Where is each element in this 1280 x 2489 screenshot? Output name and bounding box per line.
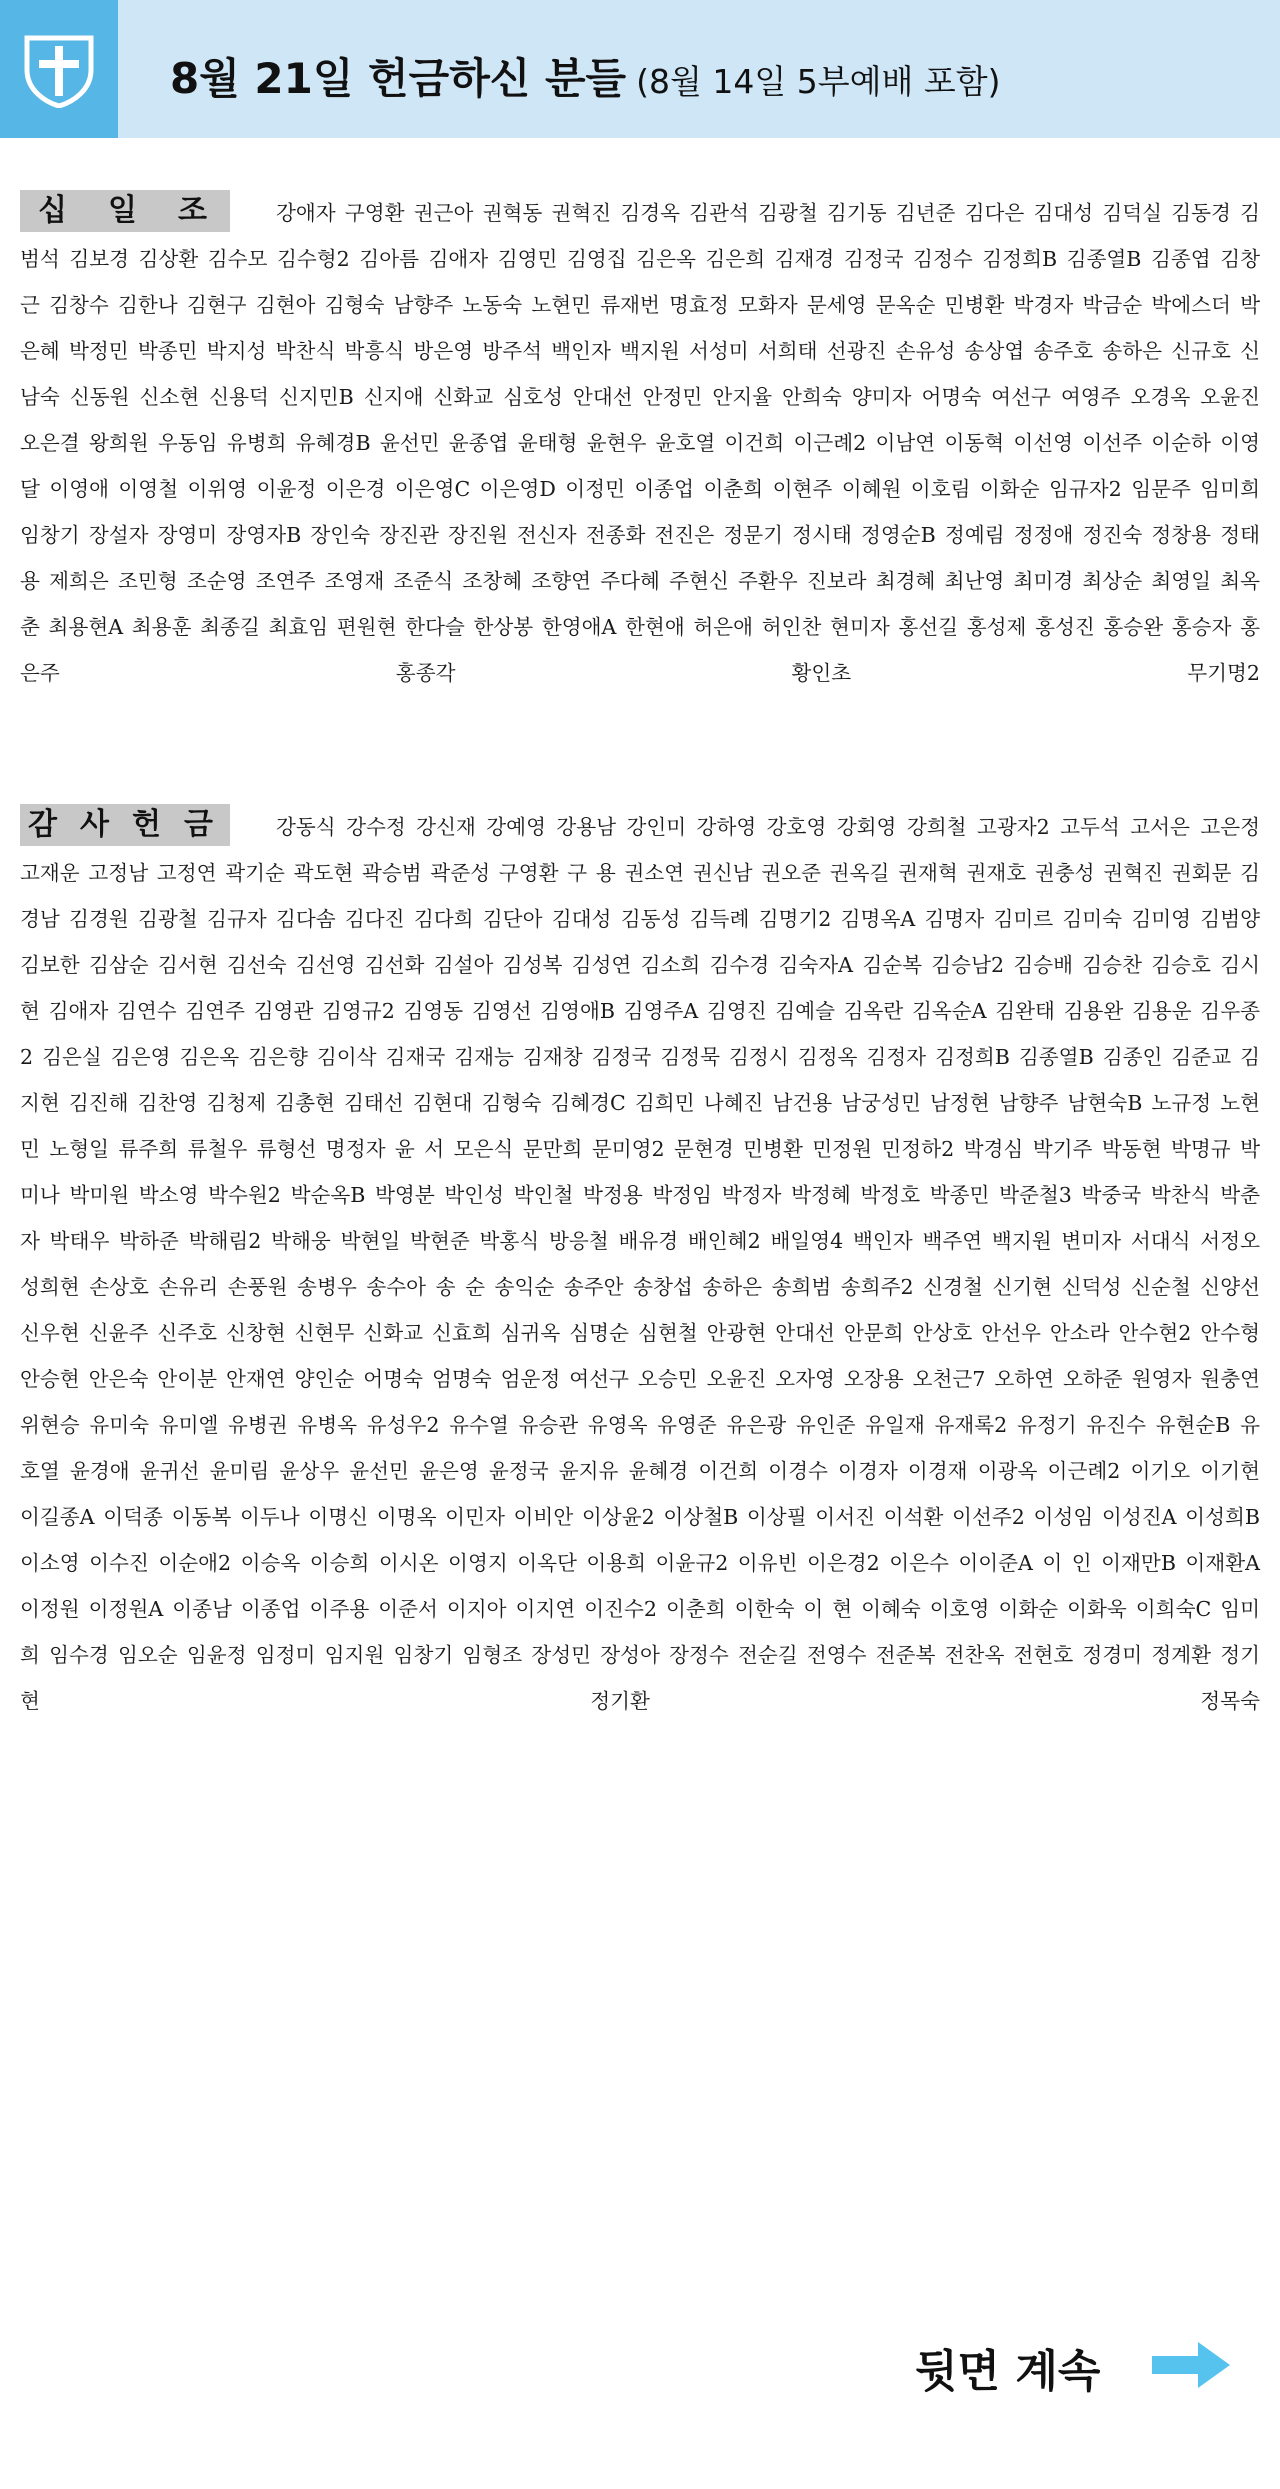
label-char: 헌 [132, 807, 161, 842]
label-char: 사 [80, 807, 109, 842]
label-char: 십 [38, 193, 67, 228]
page-title [170, 46, 1000, 106]
section-label-thanksgiving [20, 804, 230, 846]
logo [0, 0, 118, 138]
tithe-name-list [20, 190, 1260, 696]
donor-names: 강애자 구영환 권근아 권혁동 권혁진 김경옥 김관석 김광철 김기동 김년준 김다은 김대성 김덕실 김동경 김범석 김보경 김상환 김수모 김수형2 김아름 김애자 김영민 김영집 김은옥 김은희 김재경 김정국 김정수 김정희B 김종열B 김종엽 김창근 김창수 김한나 김현구 김현아 김형숙 남향주 노동숙 노현민 류재번 명효정 모화자 문세영 문옥순 민병환 박경자 박금순 박에스더 박은혜 박정민 박종민 박지성 박찬식 박흥식 방은영 방주석 백인자 백지원 서성미 서희태 선광진 손유성 송상엽 송주호 송하은 신규호 신남숙 신동원 신소현 신용덕 신지민B 신지애 신화교 심호성 안대선 안정민 안지율 안희숙 양미자 어명숙 여선구 여영주 오경옥 오윤진 오은결 왕희원 우동임 유병희 유혜경B 윤선민 윤종엽 윤태형 윤현우 윤호열 이건희 이근례2 이남연 이동혁 이선영 이선주 이순하 이영달 이영애 이영철 이위영 이윤정 이은경 이은영C 이은영D 이정민 이종업 이춘희 이현주 이혜원 이호림 이화순 임규자2 임문주 임미희 임창기 장설자 장영미 장영자B 장인숙 장진관 장진원 전신자 전종화 전진은 정문기 정시태 정영순B 정예림 정정애 정진숙 정창용 정태용 제희은 조민형 조순영 조연주 조영재 조준식 조창혜 조향연 주다혜 주현신 주환우 진보라 최경혜 최난영 최미경 최상순 최영일 최옥춘 최용현A 최용훈 최종길 최효임 편원현 한다슬 한상봉 한영애A 한현애 허은애 허인찬 현미자 홍선길 홍성제 홍성진 홍승완 홍승자 홍은주 홍종각 황인초 무기명2 [20, 201, 1261, 685]
title-main: 8월 21일 헌금하신 분들 [170, 54, 627, 103]
cross-shield-icon [21, 32, 97, 108]
arrow-right-icon [1152, 2342, 1230, 2388]
tithe-section [20, 190, 1260, 696]
label-char: 조 [178, 193, 207, 228]
title-subtitle: (8월 14일 5부예배 포함) [636, 62, 1001, 101]
section-label-tithe [20, 190, 230, 232]
continue-label: 뒷면 계속 [915, 2346, 1101, 2397]
thanksgiving-section [20, 804, 1260, 1724]
label-char: 금 [184, 807, 213, 842]
label-char: 일 [108, 193, 137, 228]
page-header [0, 0, 1280, 138]
label-char: 감 [28, 807, 57, 842]
thanksgiving-name-list [20, 804, 1260, 1724]
donor-names: 강동식 강수정 강신재 강예영 강용남 강인미 강하영 강호영 강회영 강희철 고광자2 고두석 고서은 고은정 고재운 고정남 고정연 곽기순 곽도현 곽승범 곽준성 구영환 구 용 권소연 권신남 권오준 권옥길 권재혁 권재호 권충성 권혁진 권회문 김경남 김경원 김광철 김규자 김다솜 김다진 김다희 김단아 김대성 김동성 김득례 김명기2 김명옥A 김명자 김미르 김미숙 김미영 김범양 김보한 김삼순 김서현 김선숙 김선영 김선화 김설아 김성복 김성연 김소희 김수경 김숙자A 김순복 김승남2 김승배 김승찬 김승호 김시현 김애자 김연수 김연주 김영관 김영규2 김영동 김영선 김영애B 김영주A 김영진 김예슬 김옥란 김옥순A 김완태 김용완 김용운 김우종2 김은실 김은영 김은옥 김은향 김이삭 김재국 김재능 김재창 김정국 김정묵 김정시 김정옥 김정자 김정희B 김종열B 김종인 김준교 김지현 김진해 김찬영 김청제 김총현 김태선 김현대 김형숙 김혜경C 김희민 나혜진 남건용 남궁성민 남정현 남향주 남현숙B 노규정 노현민 노형일 류주희 류철우 류형선 명정자 윤 서 모은식 문만희 문미영2 문현경 민병환 민정원 민정하2 박경심 박기주 박동현 박명규 박미나 박미원 박소영 박수원2 박순옥B 박영분 박인성 박인철 박정용 박정임 박정자 박정혜 박정호 박종민 박준철3 박중국 박찬식 박춘자 박태우 박하준 박해림2 박해웅 박현일 박현준 박홍식 방응철 배유경 배인혜2 배일영4 백인자 백주연 백지원 변미자 서대식 서정오 성희현 손상호 손유리 손풍원 송병우 송수아 송 순 송익순 송주안 송창섭 송하은 송희범 송희주2 신경철 신기현 신덕성 신순철 신양선 신우현 신윤주 신주호 신창현 신현무 신화교 신효희 심귀옥 심명순 심현철 안광현 안대선 안문희 안상호 안선우 안소라 안수현2 안수형 안승현 안은숙 안이분 안재연 양인순 어명숙 엄명숙 엄운정 여선구 오승민 오윤진 오자영 오장용 오천근7 오하연 오하준 원영자 원충연 위현승 유미숙 유미엘 유병권 유병옥 유성우2 유수열 유승관 유영옥 유영준 유은광 유인준 유일재 유재록2 유정기 유진수 유현순B 유호열 윤경애 윤귀선 윤미림 윤상우 윤선민 윤은영 윤정국 윤지유 윤혜경 이건희 이경수 이경자 이경재 이광옥 이근례2 이기오 이기현 이길종A 이덕종 이동복 이두나 이명신 이명옥 이민자 이비안 이상윤2 이상철B 이상필 이서진 이석환 이선주2 이성임 이성진A 이성희B 이소영 이수진 이순애2 이승옥 이승희 이시온 이영지 이옥단 이용희 이윤규2 이유빈 이은경2 이은수 이이준A 이 인 이재만B 이재환A 이정원 이정원A 이종남 이종업 이주용 이준서 이지아 이지연 이진수2 이춘희 이한숙 이 현 이혜숙 이호영 이화순 이화욱 이희숙C 임미희 임수경 임오순 임윤정 임정미 임지원 임창기 임형조 장성민 장성아 장정수 전순길 전영수 전준복 전찬옥 전현호 정경미 정계환 정기현 정기환 정목숙 [20, 815, 1260, 1713]
